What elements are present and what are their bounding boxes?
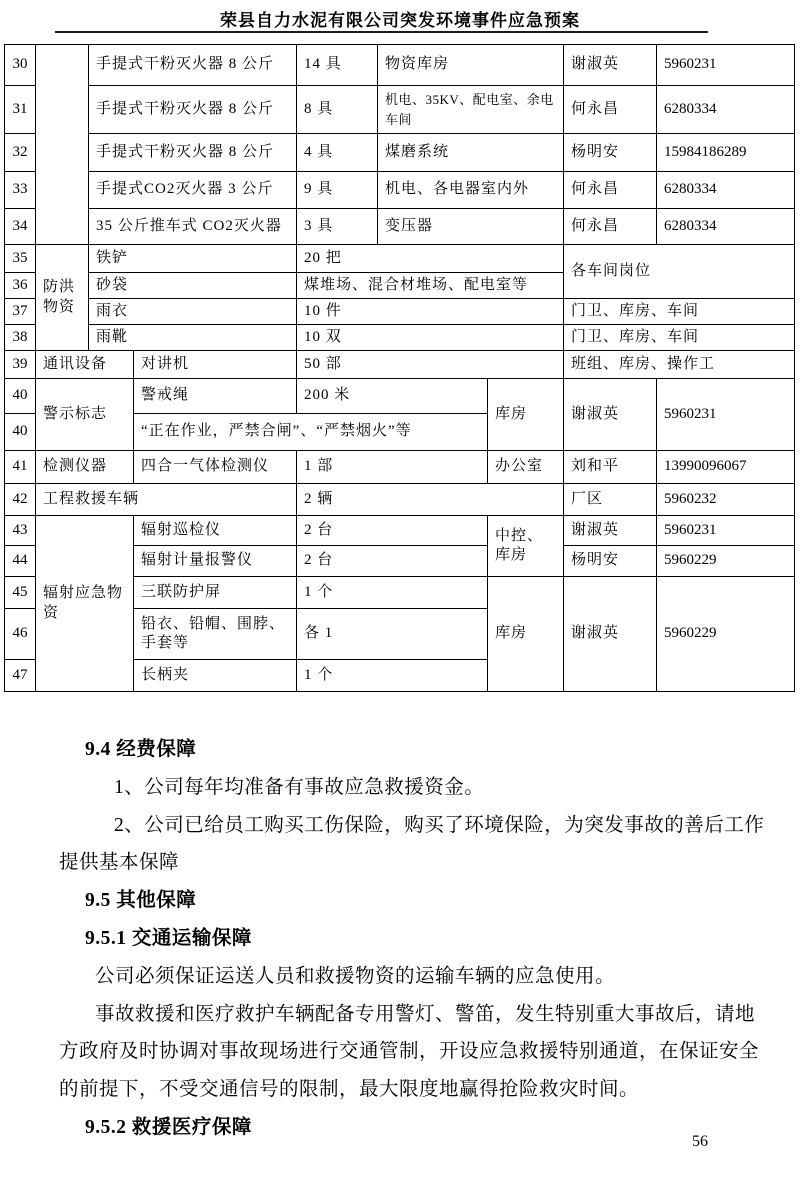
row35-num: 35 [5,245,36,273]
category-communication: 通讯设备 [36,351,134,379]
row38-num: 38 [5,325,36,351]
paragraph-line: 事故救援和医疗救护车辆配备专用警灯、警笛，发生特别重大事故后，请地 [95,1003,756,1025]
row36-num: 36 [5,273,36,299]
category-detection: 检测仪器 [36,451,134,484]
row31-item: 手提式干粉灭火器 8 公斤 [89,86,297,134]
row35-location: 各车间岗位 [564,245,795,299]
row45-qty: 1 个 [297,577,488,609]
table-row [5,484,795,516]
row33-item: 手提式CO2灭火器 3 公斤 [89,172,297,209]
table-row [5,516,795,546]
row31-qty: 8 具 [297,86,378,134]
row42-location: 厂区 [564,484,657,516]
row43-item: 辐射巡检仪 [134,516,297,546]
row31-person: 何永昌 [564,86,657,134]
category-flood-supplies: 防洪物资 [36,245,89,351]
table-row [5,45,795,86]
row31-num: 31 [5,86,36,134]
row42-qty: 2 辆 [297,484,564,516]
paragraph-line: 1、公司每年均准备有事故应急救援资金。 [114,776,485,798]
row41-num: 41 [5,451,36,484]
row34-qty: 3 具 [297,209,378,245]
row46-num: 46 [5,609,36,660]
row40a-item: 警戒绳 [134,379,297,414]
row44-item: 辐射计量报警仪 [134,546,297,577]
row41-qty: 1 部 [297,451,488,484]
row43-person: 谢淑英 [564,516,657,546]
row41-phone: 13990096067 [657,451,795,484]
table-row [5,245,795,273]
row43-qty: 2 台 [297,516,488,546]
row37-num: 37 [5,299,36,325]
row43-location: 中控、库房 [488,516,564,577]
paragraph-line: 公司必须保证运送人员和救援物资的运输车辆的应急使用。 [95,965,616,987]
row45-phone: 5960229 [657,577,795,692]
row30-num: 30 [5,45,36,86]
row33-phone: 6280334 [657,172,795,209]
row43-num: 43 [5,516,36,546]
row36-item: 砂袋 [89,273,297,299]
row46-item: 铅衣、铅帽、围脖、手套等 [134,609,297,660]
row44-person: 杨明安 [564,546,657,577]
row42-item: 工程救援车辆 [36,484,297,516]
row39-qty: 50 部 [297,351,564,379]
body-text [59,731,795,1147]
paragraph-line: 的前提下，不受交通信号的限制，最大限度地赢得抢险救灾时间。 [59,1079,640,1101]
row31-location: 机电、35KV、配电室、余电车间 [378,86,564,134]
row40b-num: 40 [5,414,36,451]
row44-qty: 2 台 [297,546,488,577]
row44-phone: 5960229 [657,546,795,577]
row35-qty: 20 把 [297,245,564,273]
row47-item: 长柄夹 [134,660,297,692]
table-row [5,172,795,209]
table-row [5,209,795,245]
row34-phone: 6280334 [657,209,795,245]
row30-person: 谢淑英 [564,45,657,86]
emergency-supplies-table [4,44,795,692]
table-row [5,134,795,172]
row33-location: 机电、各电器室内外 [378,172,564,209]
section-heading-9-5-1: 9.5.1 交通运输保障 [85,927,252,949]
paragraph-line: 提供基本保障 [59,852,180,874]
table-row [5,451,795,484]
row40-location: 库房 [488,379,564,451]
row33-person: 何永昌 [564,172,657,209]
section-heading-9-5-2: 9.5.2 救援医疗保障 [85,1116,252,1138]
paragraph-line: 方政府及时协调对事故现场进行交通管制，开设应急救援特别通道，在保证安全 [59,1041,760,1063]
row39-num: 39 [5,351,36,379]
row45-num: 45 [5,577,36,609]
document-title: 荣县自力水泥有限公司突发环境事件应急预案 [220,11,580,30]
row42-phone: 5960232 [657,484,795,516]
row39-location: 班组、库房、操作工 [564,351,795,379]
row35-item: 铁铲 [89,245,297,273]
category-warning-signs: 警示标志 [36,379,134,451]
row38-qty: 10 双 [297,325,564,351]
section-heading-9-4: 9.4 经费保障 [85,739,197,760]
row36-qty: 煤堆场、混合材堆场、配电室等 [297,273,564,299]
row45-location: 库房 [488,577,564,692]
row40a-num: 40 [5,379,36,414]
row32-item: 手提式干粉灭火器 8 公斤 [89,134,297,172]
row30-phone: 5960231 [657,45,795,86]
row45-item: 三联防护屏 [134,577,297,609]
row34-num: 34 [5,209,36,245]
table-row [5,351,795,379]
row31-phone: 6280334 [657,86,795,134]
row30-location: 物资库房 [378,45,564,86]
row40a-qty: 200 米 [297,379,488,414]
row34-person: 何永昌 [564,209,657,245]
row33-num: 33 [5,172,36,209]
row38-location: 门卫、库房、车间 [564,325,795,351]
row42-num: 42 [5,484,36,516]
row34-item: 35 公斤推车式 CO2灭火器 [89,209,297,245]
row32-location: 煤磨系统 [378,134,564,172]
table-row [5,325,795,351]
table-row [5,86,795,134]
row39-item: 对讲机 [134,351,297,379]
row40-person: 谢淑英 [564,379,657,451]
row30-item: 手提式干粉灭火器 8 公斤 [89,45,297,86]
paragraph-line: 2、公司已给员工购买工伤保险，购买了环境保险，为突发事故的善后工作 [114,814,765,836]
row32-num: 32 [5,134,36,172]
row38-item: 雨靴 [89,325,297,351]
row41-item: 四合一气体检测仪 [134,451,297,484]
row33-qty: 9 具 [297,172,378,209]
row47-num: 47 [5,660,36,692]
row37-item: 雨衣 [89,299,297,325]
header-rule [55,31,708,33]
table-row [5,299,795,325]
row30-qty: 14 具 [297,45,378,86]
row37-qty: 10 件 [297,299,564,325]
row37-location: 门卫、库房、车间 [564,299,795,325]
row40b-item: “正在作业，严禁合闸”、“严禁烟火”等 [134,414,488,451]
page-number: 56 [692,1133,708,1150]
row46-qty: 各 1 [297,609,488,660]
row32-qty: 4 具 [297,134,378,172]
row32-phone: 15984186289 [657,134,795,172]
row34-location: 变压器 [378,209,564,245]
row43-phone: 5960231 [657,516,795,546]
row41-location: 办公室 [488,451,564,484]
row32-person: 杨明安 [564,134,657,172]
category-fire-equipment [36,45,89,245]
category-radiation: 辐射应急物资 [36,516,134,692]
row45-person: 谢淑英 [564,577,657,692]
row44-num: 44 [5,546,36,577]
table-row [5,379,795,414]
section-heading-9-5: 9.5 其他保障 [85,890,197,912]
row40-phone: 5960231 [657,379,795,451]
row47-qty: 1 个 [297,660,488,692]
row41-person: 刘和平 [564,451,657,484]
